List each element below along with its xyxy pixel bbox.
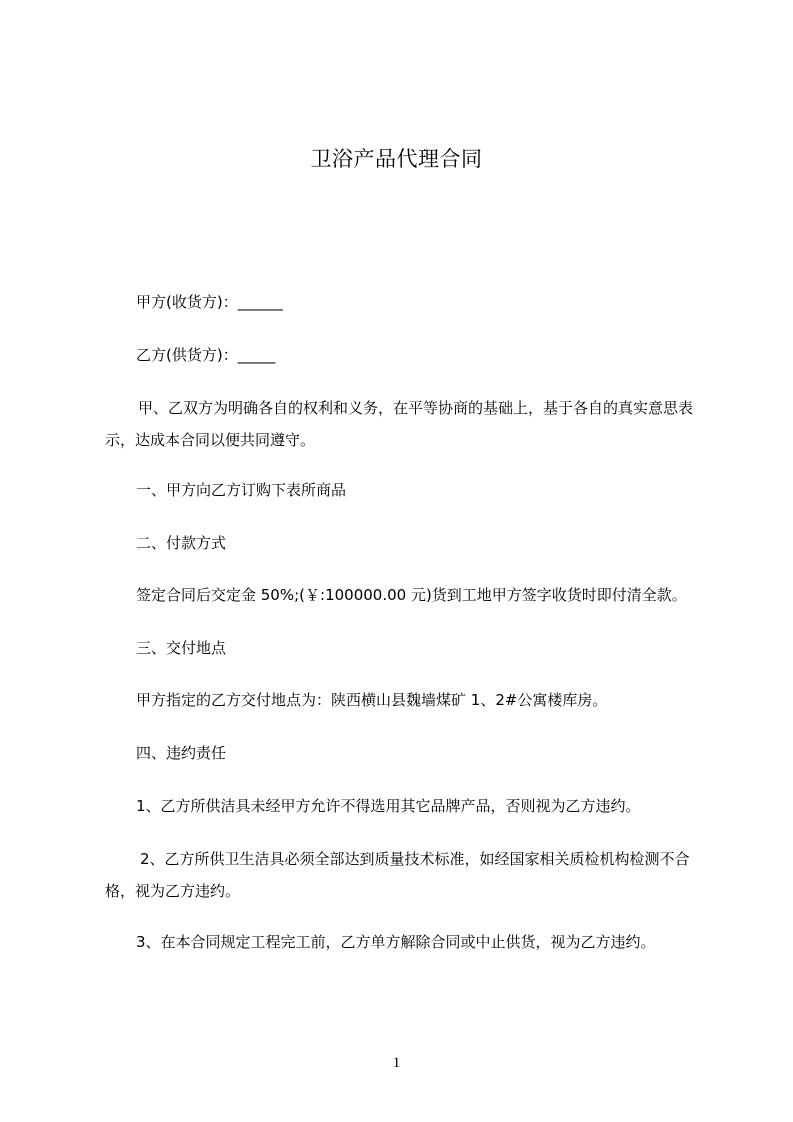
section-1-heading: 一、甲方向乙方订购下表所商品: [136, 481, 347, 499]
page-number: 1: [392, 1055, 401, 1071]
section-4-heading: 四、违约责任: [136, 744, 227, 762]
page-title: 卫浴产品代理合同: [310, 147, 483, 171]
section-2-text: 签定合同后交定金 50%;(￥:100000.00 元)货到工地甲方签字收货时即付清全款。: [136, 586, 687, 604]
section-2-heading: 二、付款方式: [136, 534, 227, 552]
section-4-item-3: 3、在本合同规定工程完工前，乙方单方解除合同或中止供货，视为乙方违约。: [136, 933, 656, 951]
preamble-paragraph: 甲、乙双方为明确各自的权利和义务，在平等协商的基础上，基于各自的真实意思表示，达成本合同以便共同遵守。: [105, 399, 694, 449]
section-4-item-1: 1、乙方所供洁具未经甲方允许不得选用其它品牌产品，否则视为乙方违约。: [136, 797, 641, 815]
party-a-line: 甲方(收货方)：______: [136, 293, 283, 311]
section-3-heading: 三、交付地点: [136, 639, 227, 657]
section-4-item-2: 2、乙方所供卫生洁具必须全部达到质量技术标准，如经国家相关质检机构检测不合格，视为乙方违约。: [105, 850, 690, 900]
section-3-text: 甲方指定的乙方交付地点为：陕西横山县魏墙煤矿 1、2#公寓楼库房。: [136, 691, 608, 709]
party-b-line: 乙方(供货方)：_____: [136, 346, 276, 364]
